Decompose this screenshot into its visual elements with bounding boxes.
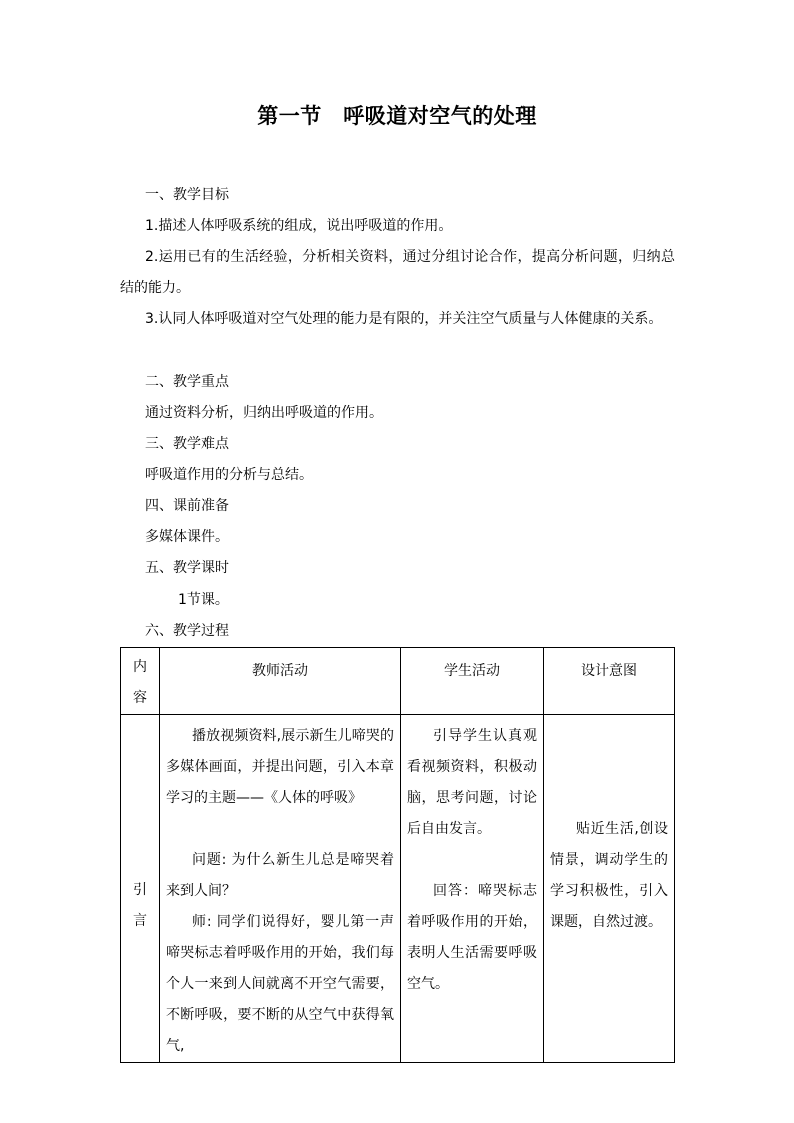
header-design-cell — [544, 648, 675, 715]
header-student-cell — [401, 648, 544, 715]
difficulties-text: 呼吸道作用的分析与总结。 — [145, 467, 313, 483]
student-paragraph-2: 回答：啼哭标志着呼吸作用的开始，表明人生活需要呼吸空气。 — [407, 883, 537, 992]
student-paragraph-1: 引导学生认真观看视频资料，积极动脑，思考问题，讨论后自由发言。 — [407, 728, 537, 837]
row-content-line1: 引 — [133, 882, 147, 898]
header-teacher: 教师活动 — [252, 663, 308, 679]
key-points-text: 通过资料分析，归纳出呼吸道的作用。 — [145, 405, 383, 421]
teaching-process-table — [120, 647, 675, 1063]
row-content-line2: 言 — [133, 913, 147, 929]
row-design-cell — [544, 715, 675, 1063]
header-content-line1: 内 — [133, 659, 147, 675]
objective-3: 3.认同人体呼吸道对空气处理的能力是有限的，并关注空气质量与人体健康的关系。 — [145, 311, 663, 327]
difficulties-heading: 三、教学难点 — [145, 436, 229, 452]
objective-1: 1.描述人体呼吸系统的组成，说出呼吸道的作用。 — [145, 218, 453, 234]
objectives-heading: 一、教学目标 — [145, 187, 229, 203]
teacher-paragraph-3: 师: 同学们说得好，婴儿第一声啼哭标志着呼吸作用的开始，我们每个人一来到人间就离不开空气需要，不断呼吸，要不断的从空气中获得氧气, — [166, 914, 394, 1054]
row-student-cell — [401, 715, 544, 1063]
page-title: 第一节 呼吸道对空气的处理 — [257, 104, 537, 128]
header-content-cell — [121, 648, 160, 715]
teacher-paragraph-1: 播放视频资料,展示新生儿啼哭的多媒体画面，并提出问题，引入本章学习的主题——《人体的呼吸》 — [166, 728, 394, 806]
header-teacher-cell — [160, 648, 401, 715]
header-content-line2: 容 — [133, 690, 147, 706]
teacher-paragraph-2: 问题: 为什么新生儿总是啼哭着来到人间？ — [166, 852, 394, 899]
row-content-cell — [121, 715, 160, 1063]
header-student: 学生活动 — [444, 663, 500, 679]
header-design: 设计意图 — [581, 663, 637, 679]
hours-heading: 五、教学课时 — [145, 560, 229, 576]
process-heading: 六、教学过程 — [145, 623, 229, 639]
table-header-row — [121, 648, 675, 715]
row-teacher-cell — [160, 715, 401, 1063]
preparation-heading: 四、课前准备 — [145, 498, 229, 514]
key-points-heading: 二、教学重点 — [145, 374, 229, 390]
hours-text: 1节课。 — [178, 592, 229, 608]
table-row — [121, 715, 675, 1063]
preparation-text: 多媒体课件。 — [145, 529, 229, 545]
objective-2: 2.运用已有的生活经验，分析相关资料，通过分组讨论合作，提高分析问题，归纳总结的能力。 — [120, 249, 675, 296]
design-paragraph-1: 贴近生活,创设情景，调动学生的学习积极性，引入课题，自然过渡。 — [550, 821, 668, 930]
